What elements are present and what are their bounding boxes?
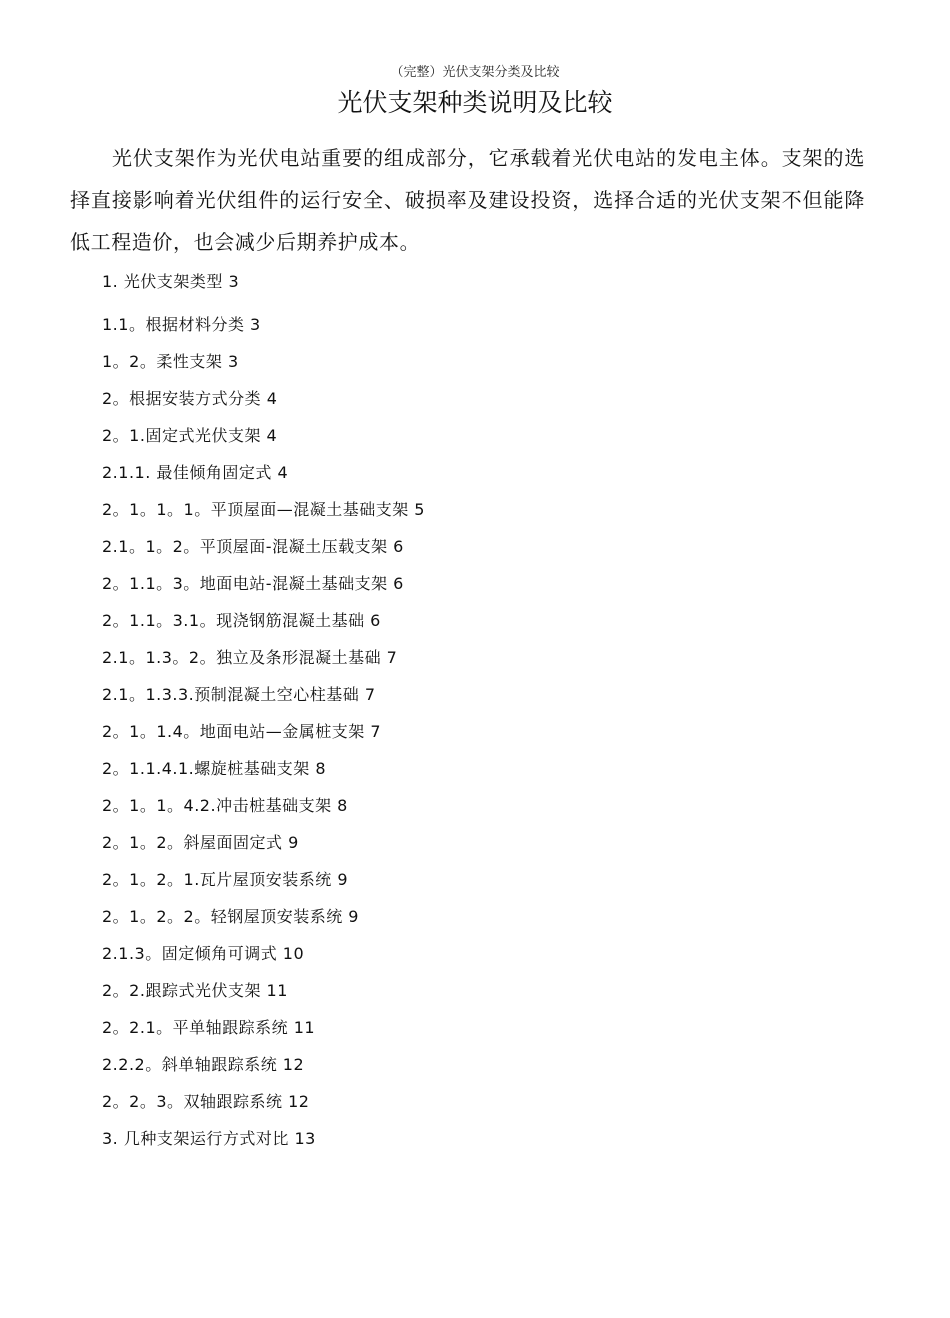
toc-entry[interactable]: 2。2.跟踪式光伏支架 11 <box>102 981 288 1000</box>
toc-entry[interactable]: 1. 光伏支架类型 3 <box>102 272 240 291</box>
toc-entry[interactable]: 2.1.1. 最佳倾角固定式 4 <box>102 463 289 482</box>
toc-entry[interactable]: 3. 几种支架运行方式对比 13 <box>102 1129 316 1148</box>
toc-entry[interactable]: 2。1.1。3.1。现浇钢筋混凝土基础 6 <box>102 611 381 630</box>
toc-entry[interactable]: 2.1.3。固定倾角可调式 10 <box>102 944 305 963</box>
toc-entry[interactable]: 2。2.1。平单轴跟踪系统 11 <box>102 1018 316 1037</box>
toc-entry[interactable]: 2.2.2。斜单轴跟踪系统 12 <box>102 1055 305 1074</box>
toc-entry[interactable]: 2。1.1.4.1.螺旋桩基础支架 8 <box>102 759 327 778</box>
toc-entry[interactable]: 2。1。2。斜屋面固定式 9 <box>102 833 299 852</box>
toc-entry[interactable]: 2。1。1。4.2.冲击桩基础支架 8 <box>102 796 348 815</box>
toc-entry[interactable]: 2。1。2。1.瓦片屋顶安装系统 9 <box>102 870 349 889</box>
toc-entry[interactable]: 2.1。1。2。平顶屋面-混凝土压载支架 6 <box>102 537 404 556</box>
toc-entry[interactable]: 2。1.固定式光伏支架 4 <box>102 426 278 445</box>
running-header: （完整）光伏支架分类及比较 <box>390 65 560 80</box>
toc-entry[interactable]: 1。2。柔性支架 3 <box>102 352 239 371</box>
intro-paragraph: 光伏支架作为光伏电站重要的组成部分，它承载着光伏电站的发电主体。支架的选择直接影响着光伏组件的运行安全、破损率及建设投资，选择合适的光伏支架不但能降低工程造价，也会减少后期养护成本。 <box>70 146 865 254</box>
document-title: 光伏支架种类说明及比较 <box>337 88 613 117</box>
toc-entry[interactable]: 2。根据安装方式分类 4 <box>102 389 278 408</box>
toc-entry[interactable]: 2。1.1。3。地面电站-混凝土基础支架 6 <box>102 574 404 593</box>
toc-entry[interactable]: 2。2。3。双轴跟踪系统 12 <box>102 1092 310 1111</box>
toc-entry[interactable]: 2。1。1。1。平顶屋面—混凝土基础支架 5 <box>102 500 425 519</box>
table-of-contents <box>102 268 862 1162</box>
toc-entry[interactable]: 2.1。1.3。2。独立及条形混凝土基础 7 <box>102 648 398 667</box>
toc-entry[interactable]: 2。1。1.4。地面电站—金属桩支架 7 <box>102 722 382 741</box>
toc-entry[interactable]: 1.1。根据材料分类 3 <box>102 315 261 334</box>
toc-entry[interactable]: 2。1。2。2。轻钢屋顶安装系统 9 <box>102 907 359 926</box>
toc-entry[interactable]: 2.1。1.3.3.预制混凝土空心柱基础 7 <box>102 685 376 704</box>
